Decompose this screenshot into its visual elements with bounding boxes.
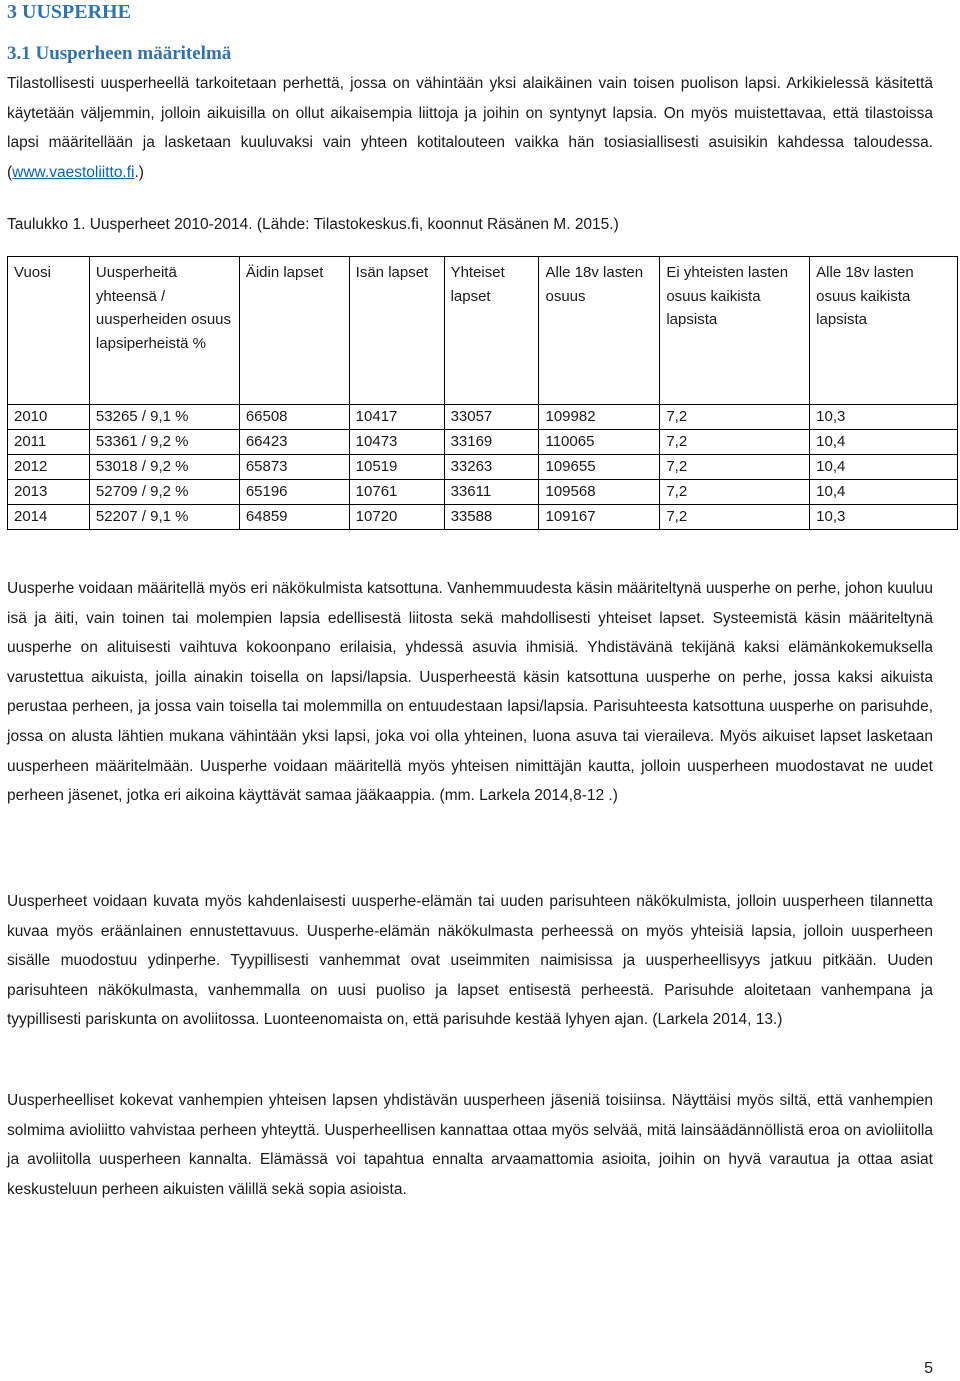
table-cell: 33263	[444, 455, 539, 480]
intro-paragraph	[7, 69, 933, 187]
table-cell: 10720	[349, 505, 444, 530]
table-cell: 109982	[539, 405, 660, 430]
table-cell: 7,2	[660, 505, 810, 530]
paragraph-perspectives: Uusperheet voidaan kuvata myös kahdenlaisesti uusperhe-elämän tai uuden parisuhteen näkökulmista, jolloin uusperheen tilannetta kuvaa myös eräänlainen ennustettavuus. Uusperhe-elämän näkökulmasta perheessä on myös yhteisiä lapsia, jolloin uusperheen sisälle muodostuu ydinperhe. Tyypillisesti vanhemmat ovat useimmiten naimisissa ja uusperheellisyys jatkuu pitkään. Uuden parisuhteen näkökulmasta, vanhemmalla on uusi puoliso ja lapset entisestä perheestä. Parisuhde aloitetaan vanhempana ja tyypillisesti pariskunta on avoliitossa. Luonteenomaista on, että parisuhde kestää lyhyen ajan. (Larkela 2014, 13.)	[7, 893, 933, 1029]
table-header-cell: Alle 18v lasten osuus	[539, 257, 660, 405]
table-cell: 110065	[539, 430, 660, 455]
intro-text-2: On myös muistettavaa, että tilastoissa lapsi määritellään ja lasketaan kuuluvaksi vain yhteen kotitalouteen vaikka hän tosiasiallisesti asuisikin kahdessa taloudessa. (	[7, 104, 934, 181]
table-cell: 2012	[8, 455, 90, 480]
table-cell: 10761	[349, 480, 444, 505]
section-heading: 3.1 Uusperheen määritelmä	[7, 43, 232, 64]
table-cell: 10519	[349, 455, 444, 480]
table-caption: Taulukko 1. Uusperheet 2010-2014. (Lähde: Tilastokeskus.fi, koonnut Räsänen M. 2015.)	[7, 216, 619, 233]
table-cell: 10,4	[810, 455, 958, 480]
table-cell: 65196	[239, 480, 349, 505]
table-header-cell: Isän lapset	[349, 257, 444, 405]
table-cell: 2014	[8, 505, 90, 530]
table-row	[8, 480, 958, 505]
table-header-cell: Äidin lapset	[239, 257, 349, 405]
table-cell: 7,2	[660, 405, 810, 430]
table-cell: 65873	[239, 455, 349, 480]
table-cell: 10,4	[810, 480, 958, 505]
table-row	[8, 430, 958, 455]
table-cell: 109568	[539, 480, 660, 505]
table-cell: 10473	[349, 430, 444, 455]
table-cell: 53018 / 9,2 %	[89, 455, 239, 480]
table-cell: 10,3	[810, 505, 958, 530]
table-row	[8, 455, 958, 480]
table-cell: 52207 / 9,1 %	[89, 505, 239, 530]
table-header-row	[8, 257, 958, 405]
table-cell: 33057	[444, 405, 539, 430]
table-cell: 64859	[239, 505, 349, 530]
table-header-cell: Uusperheitä yhteensä / uusperheiden osuus lapsiperheistä %	[89, 257, 239, 405]
table-cell: 2011	[8, 430, 90, 455]
table-cell: 2013	[8, 480, 90, 505]
table-cell: 66423	[239, 430, 349, 455]
table-cell: 109167	[539, 505, 660, 530]
table-cell: 66508	[239, 405, 349, 430]
intro-text-1: Tilastollisesti uusperheellä tarkoitetaan perhettä, jossa on vähintään yksi alaikäinen vain toisen puolison lapsi. Arkikielessä käsitettä käytetään väljemmin, jolloin aikuisilla on ollut aikaisempia liittoja ja joihin on syntynyt lapsia.	[7, 75, 933, 122]
table-cell: 7,2	[660, 455, 810, 480]
table-header-cell: Yhteiset lapset	[444, 257, 539, 405]
table-header-cell: Ei yhteisten lasten osuus kaikista lapsista	[660, 257, 810, 405]
table-header-cell: Vuosi	[8, 257, 90, 405]
chapter-heading: 3 UUSPERHE	[7, 1, 131, 23]
vaestoliitto-link[interactable]: www.vaestoliitto.fi	[12, 163, 135, 181]
table-row	[8, 405, 958, 430]
table-cell: 53361 / 9,2 %	[89, 430, 239, 455]
page-number: 5	[924, 1360, 933, 1377]
table-body	[8, 405, 958, 530]
table-cell: 33611	[444, 480, 539, 505]
table-cell: 52709 / 9,2 %	[89, 480, 239, 505]
intro-text-end: .)	[134, 163, 144, 181]
table-cell: 7,2	[660, 430, 810, 455]
table-row	[8, 505, 958, 530]
paragraph-shared-child: Uusperheelliset kokevat vanhempien yhteisen lapsen yhdistävän uusperheen jäseniä toisiinsa. Näyttäisi myös siltä, että vanhempien solmima avioliitto vahvistaa perheen yhteyttä. Uusperheellisen kannattaa ottaa myös selvää, mitä lainsäädännöllistä eroa on avioliitolla ja avoliitolla uusperheen kannalta. Elämässä voi tapahtua ennalta arvaamattomia asioita, joihin on hyvä varautua ja ottaa asiat keskusteluun perheen aikuisten välillä sekä sopia asioista.	[7, 1092, 933, 1198]
table-cell: 33169	[444, 430, 539, 455]
paragraph-definitions: Uusperhe voidaan määritellä myös eri näkökulmista katsottuna. Vanhemmuudesta käsin määriteltynä uusperhe on perhe, johon kuuluu isä ja äiti, vain toinen tai molempien lapsia edellisestä liitosta sekä mahdollisesti yhteiset lapset. Systeemistä käsin määriteltynä uusperhe on alituisesti vaihtuva kokoonpano erilaisia, yhdessä asuvia ihmisiä. Yhdistävänä tekijänä kaksi elämänkokemuksella varustettua aikuista, joilla ainakin toisella on lapsi/lapsia. Uusperheestä käsin katsottuna uusperhe on perhe, jossa kaksi aikuista perustaa perheen, ja jossa vain toisella tai molemmilla on entuudestaan lapsi/lapsia. Parisuhteesta katsottuna uusperhe on parisuhde, jossa on alusta lähtien mukana vähintään yksi lapsi, joka voi olla yhteinen, luona asuva tai vieraileva. Myös aikuiset lapset lasketaan uusperheen määritelmään. Uusperhe voidaan määritellä myös yhteisen nimittäjän kautta, jolloin uusperheen muodostavat ne uudet perheen jäsenet, jotka eri aikoina käyttävät samaa jääkaappia. (mm. Larkela 2014,8-12 .)	[7, 580, 933, 805]
table-cell: 53265 / 9,1 %	[89, 405, 239, 430]
table-cell: 10,4	[810, 430, 958, 455]
table-cell: 7,2	[660, 480, 810, 505]
table-cell: 33588	[444, 505, 539, 530]
table-header-cell: Alle 18v lasten osuus kaikista lapsista	[810, 257, 958, 405]
table-cell: 2010	[8, 405, 90, 430]
stepfamily-statistics-table	[7, 256, 958, 530]
table-cell: 109655	[539, 455, 660, 480]
table-cell: 10417	[349, 405, 444, 430]
table-cell: 10,3	[810, 405, 958, 430]
